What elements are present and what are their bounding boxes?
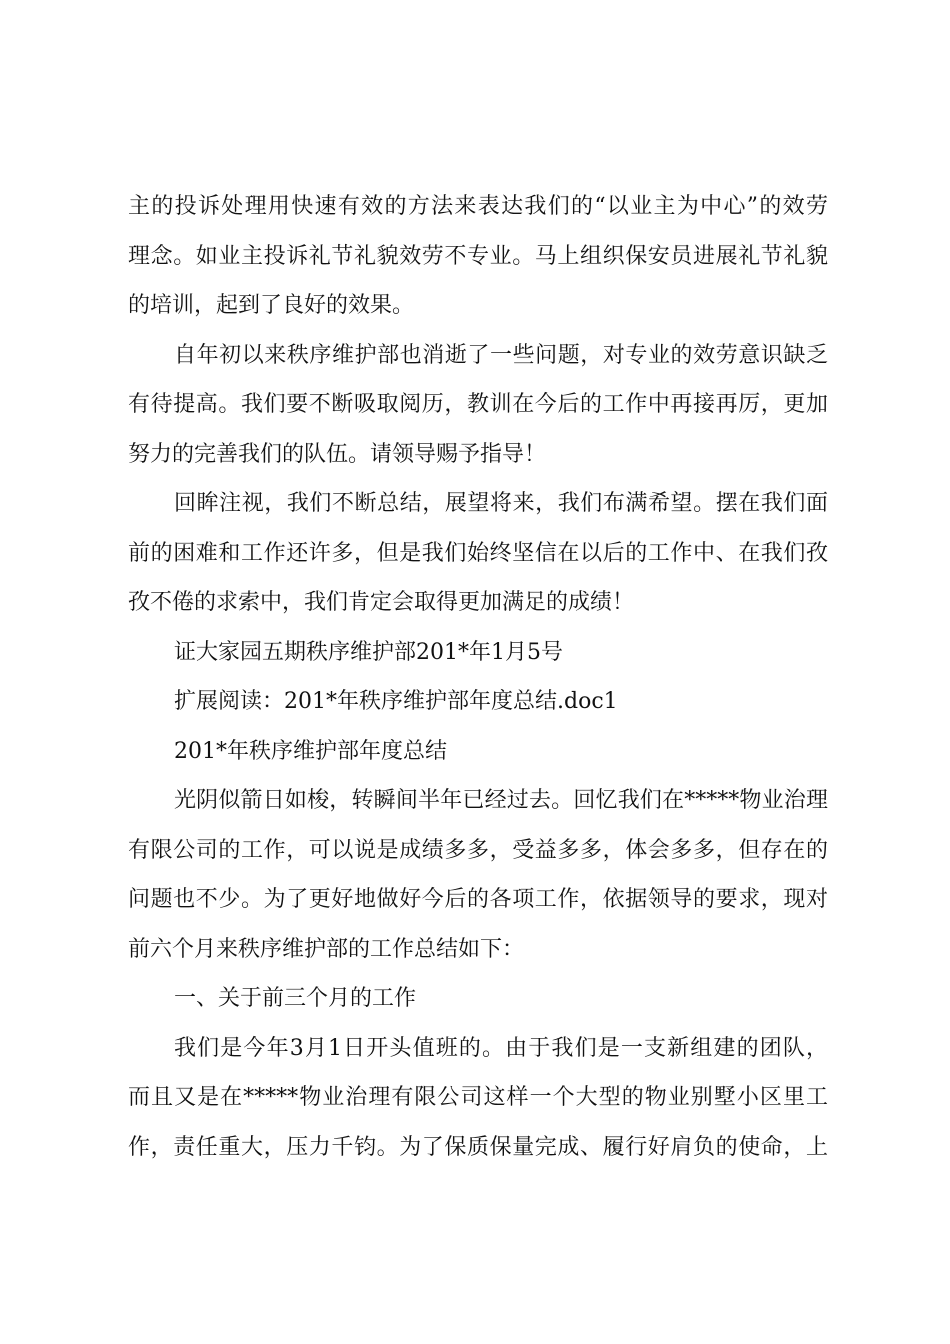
text-line: 我们是今年3月1日开头值班的。由于我们是一支新组建的团队， — [174, 1035, 828, 1061]
text-line: 扩展阅读：201*年秩序维护部年度总结.doc1 — [174, 689, 618, 714]
text-line: 问题也不少。为了更好地做好今后的各项工作，依据领导的要求，现对 — [128, 887, 828, 912]
text-line: 有限公司的工作，可以说是成绩多多，受益多多，体会多多，但存在的 — [128, 837, 828, 863]
paragraph-problems — [128, 331, 828, 480]
text-line: 前六个月来秩序维护部的工作总结如下： — [128, 936, 525, 962]
signature-line — [128, 628, 828, 678]
text-line: 回眸注视，我们不断总结，展望将来，我们布满希望。摆在我们面 — [174, 491, 828, 516]
text-line: 自年初以来秩序维护部也消逝了一些问题，对专业的效劳意识缺乏 — [174, 342, 828, 368]
section-title — [128, 727, 828, 777]
extended-reading-line — [128, 677, 828, 727]
paragraph-complaint-handling — [128, 182, 828, 331]
text-line: 理念。如业主投诉礼节礼貌效劳不专业。马上组织保安员进展礼节礼貌 — [128, 243, 828, 269]
document-body — [128, 182, 828, 1172]
paragraph-outlook — [128, 479, 828, 628]
text-line: 孜不倦的求索中，我们肯定会取得更加满足的成绩！ — [128, 590, 635, 615]
text-line: 的培训，起到了良好的效果。 — [128, 293, 415, 318]
paragraph-intro — [128, 776, 828, 974]
text-line: 前的困难和工作还许多，但是我们始终坚信在以后的工作中、在我们孜 — [128, 540, 828, 566]
text-line: 一、关于前三个月的工作 — [174, 986, 417, 1011]
text-line: 有待提高。我们要不断吸取阅历，教训在今后的工作中再接再厉，更加 — [128, 392, 828, 417]
paragraph-start-work — [128, 1024, 828, 1173]
subheading-first-three-months — [128, 974, 828, 1024]
text-line: 201*年秩序维护部年度总结 — [174, 738, 447, 764]
text-line: 努力的完善我们的队伍。请领导赐予指导！ — [128, 441, 547, 467]
text-line: 主的投诉处理用快速有效的方法来表达我们的“以业主为中心”的效劳 — [128, 194, 828, 219]
text-line: 光阴似箭日如梭，转瞬间半年已经过去。回忆我们在*****物业治理 — [174, 788, 828, 813]
text-line: 而且又是在*****物业治理有限公司这样一个大型的物业别墅小区里工 — [128, 1085, 828, 1110]
text-line: 作，责任重大，压力千钧。为了保质保量完成、履行好肩负的使命，上 — [128, 1134, 828, 1160]
text-line: 证大家园五期秩序维护部201*年1月5号 — [174, 639, 563, 665]
